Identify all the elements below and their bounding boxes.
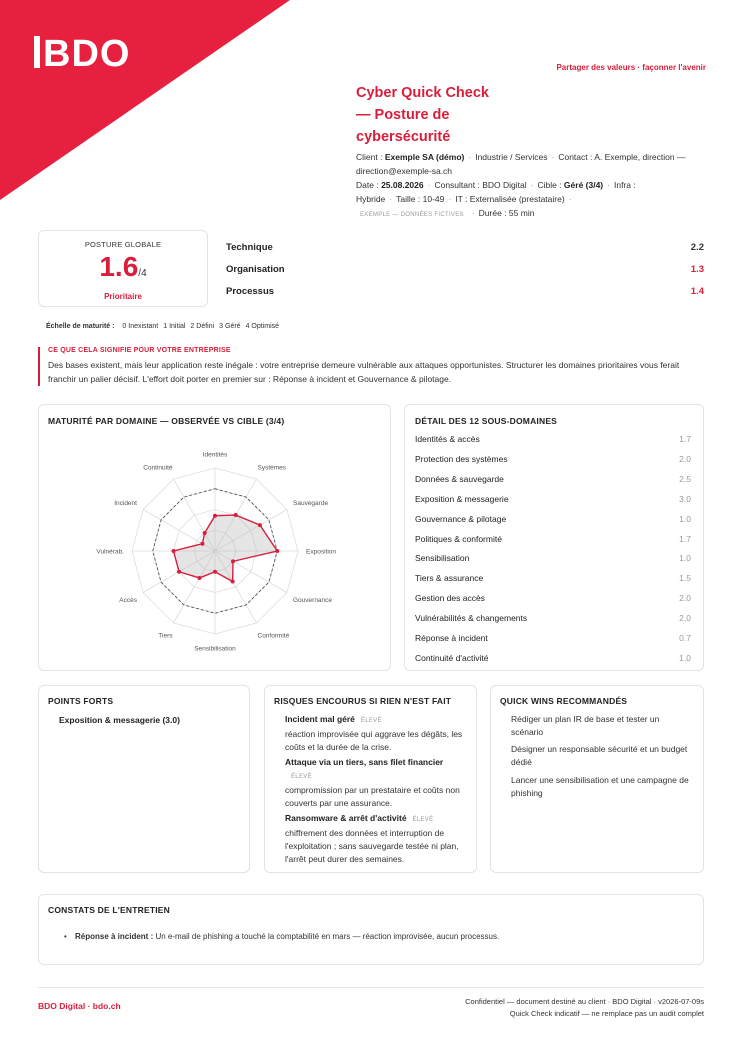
subdomain-value: 1.5 [679, 573, 691, 584]
subdomain-name: Protection des systèmes [415, 453, 508, 464]
subdomain-row [415, 434, 691, 444]
tagline: Partager des valeurs · façonner l'avenir [556, 63, 706, 72]
subdomain-row [415, 474, 691, 484]
dimension-row: Processus 1.4 [226, 286, 704, 297]
risks-card [264, 685, 477, 873]
footer-brand: BDO Digital · bdo.ch [38, 1001, 121, 1011]
global-posture-card [38, 230, 208, 307]
radar-axis-label: Identités [202, 451, 228, 459]
subdomain-value: 1.0 [679, 513, 691, 524]
risk-item: Attaque via un tiers, sans filet financier ÉLEVÉ compromission par un prestataire et coûts non couverts par une assurance. [285, 757, 460, 808]
radar-point [231, 559, 235, 563]
radar-axis-label: Conformité [257, 632, 290, 640]
radar-chart [39, 435, 392, 665]
subdomain-name: Vulnérabilités & changements [415, 613, 528, 624]
subdomain-value: 3.0 [679, 493, 691, 504]
fictive-data-badge: EXEMPLE — DONNÉES FICTIVES [360, 212, 464, 218]
subdomain-name: Continuité d'activité [415, 652, 489, 663]
report-title: Cyber Quick Check — Posture de cybersécurité [356, 85, 489, 145]
subdomain-name: Identités & accès [415, 434, 480, 444]
radar-point [258, 523, 262, 527]
subdomain-value: 2.0 [679, 453, 691, 464]
global-status: Prioritaire [104, 292, 142, 301]
brand-corner-shape [0, 0, 290, 200]
radar-axis-label: Tiers [158, 632, 173, 640]
report-meta: Client : Exemple SA (démo) · Industrie / Services · Contact : A. Exemple, direction — direction@exemple-sa.ch Date : 25.08.2026 · Consultant : BDO Digital · Cible : Géré (3/4) · Infra : Hybride · Taille : 10-49 · IT : Externalisée (prestataire) · EXEMPLE — DONNÉES FICTIVES · Durée : 55 min [356, 152, 686, 218]
radar-axis-label: Gouvernance [293, 597, 333, 604]
radar-point [177, 570, 181, 574]
subdomain-name: Gouvernance & pilotage [415, 513, 507, 524]
risk-item: Ransomware & arrêt d'activité ÉLEVÉ chiffrement des données et interruption de l'exploitation ; sans sauvegarde testée ni plan, l'arrêt peut durer des semaines. [285, 813, 459, 864]
it-mode: Externalisée (prestataire) [469, 194, 565, 204]
subdomains-card [404, 404, 704, 671]
target-level: Géré (3/4) [563, 180, 604, 190]
quickwin-item: Rédiger un plan IR de base et tester un scénario [511, 714, 660, 737]
subdomain-name: Tiers & assurance [415, 573, 484, 584]
subdomain-value: 1.7 [679, 533, 691, 544]
strengths-card [38, 685, 250, 873]
radar-axis-label: Sensibilisation [194, 645, 236, 653]
subdomain-row [415, 593, 691, 603]
subdomain-value: 1.0 [679, 652, 691, 663]
subdomain-row [415, 553, 691, 563]
subdomain-row [415, 494, 691, 504]
consultant: BDO Digital [482, 180, 527, 190]
radar-point [172, 549, 176, 553]
subdomain-row [415, 613, 691, 623]
company-size: 10-49 [422, 194, 445, 204]
risk-level-badge: ÉLEVÉ [291, 774, 312, 780]
meaning-text: Des bases existent, mais leur application reste inégale : votre entreprise demeure vulnérable aux attaques opportunistes. Structurer les domaines prioritaires vous ferait franchir un palier décisif. L'effort doit porter en premier sur : Réponse à incident et Gouvernance & pilotage. [48, 360, 680, 384]
strength-item: Exposition & messagerie (3.0) [59, 715, 180, 725]
subdomain-value: 2.0 [679, 593, 691, 604]
footer-legal: Confidentiel — document destiné au client · BDO Digital · v2026-07-09s Quick Check indicatif — ne remplace pas un audit complet [465, 997, 704, 1018]
subdomain-row [415, 653, 691, 663]
radar-point [200, 542, 204, 546]
subdomain-row [415, 534, 691, 544]
constats-card [38, 894, 704, 965]
radar-point [231, 580, 235, 584]
risks-title: RISQUES ENCOURUS SI RIEN N'EST FAIT [274, 696, 452, 706]
global-posture-label: POSTURE GLOBALE [84, 240, 162, 249]
contact: A. Exemple, direction — direction@exemple-sa.ch [356, 152, 686, 176]
maturity-scale: Échelle de maturité : 0 Inexistant 1 Initial 2 Défini 3 Géré 4 Optimisé [46, 323, 280, 330]
quickwin-item: Lancer une sensibilisation et une campagne de phishing [511, 775, 689, 798]
radar-axis-label: Accès [119, 597, 137, 604]
subdomain-name: Données & sauvegarde [415, 473, 504, 484]
subdomain-name: Réponse à incident [415, 633, 488, 643]
subdomain-row [415, 454, 691, 464]
client-name: Exemple SA (démo) [384, 152, 465, 162]
radar-axis-label: Systèmes [257, 464, 287, 472]
dimension-row: Organisation 1.3 [226, 264, 704, 275]
subdomain-row [415, 573, 691, 583]
strengths-title: POINTS FORTS [48, 696, 114, 706]
risk-level-badge: ÉLEVÉ [360, 718, 382, 724]
radar-point [275, 549, 279, 553]
quickwin-item: Désigner un responsable sécurité et un budget dédié [511, 744, 688, 767]
subdomain-name: Exposition & messagerie [415, 493, 509, 504]
subdomain-value: 2.0 [679, 613, 691, 624]
radar-card [38, 404, 391, 671]
constats-title: CONSTATS DE L'ENTRETIEN [48, 905, 171, 915]
subdomain-value: 1.0 [679, 553, 691, 564]
risk-level-badge: ÉLEVÉ [412, 817, 434, 823]
footer-divider [38, 987, 704, 988]
global-score: 1.6/4 [99, 251, 147, 282]
dimension-row: Technique 2.2 [226, 242, 704, 253]
subdomain-value: 0.7 [679, 633, 691, 643]
duration: 55 min [508, 208, 535, 218]
subdomain-name: Gestion des accès [415, 593, 485, 604]
subdomain-name: Politiques & conformité [415, 533, 502, 544]
quickwins-card [490, 685, 704, 873]
meaning-heading: CE QUE CELA SIGNIFIE POUR VOTRE ENTREPRISE [48, 347, 231, 354]
radar-axis-label: Vulnérab. [96, 548, 124, 556]
report-date: 25.08.2026 [381, 180, 424, 190]
meaning-callout [38, 347, 704, 386]
radar-axis-label: Sauvegarde [293, 500, 329, 507]
subdomain-row [415, 633, 691, 643]
radar-point [203, 531, 207, 535]
radar-axis-label: Continuité [143, 464, 173, 472]
quickwins-title: QUICK WINS RECOMMANDÉS [500, 696, 628, 706]
risk-item: Incident mal géré ÉLEVÉ réaction improvisée qui aggrave les dégâts, les coûts et la durée de la crise. [285, 714, 463, 752]
constat-item: • Réponse à incident : Un e-mail de phishing a touché la comptabilité en mars — réaction improvisée, aucun processus. [75, 932, 499, 941]
radar-point [213, 514, 217, 518]
bdo-logo: BDO [34, 33, 130, 76]
sector: Industrie / Services [475, 152, 548, 162]
subdomain-value: 1.7 [679, 434, 691, 444]
radar-title: MATURITÉ PAR DOMAINE — OBSERVÉE VS CIBLE (3/4) [48, 416, 285, 426]
subdomain-name: Sensibilisation [415, 553, 470, 564]
radar-point [234, 513, 238, 517]
radar-point [197, 576, 201, 580]
radar-axis-label: Incident [114, 500, 137, 507]
radar-axis-label: Exposition [306, 548, 336, 556]
radar-point [213, 570, 217, 574]
subdomain-value: 2.5 [679, 473, 691, 484]
subdomains-title: DÉTAIL DES 12 SOUS-DOMAINES [415, 416, 558, 426]
infra: Hybride [356, 194, 386, 204]
subdomain-row [415, 514, 691, 524]
